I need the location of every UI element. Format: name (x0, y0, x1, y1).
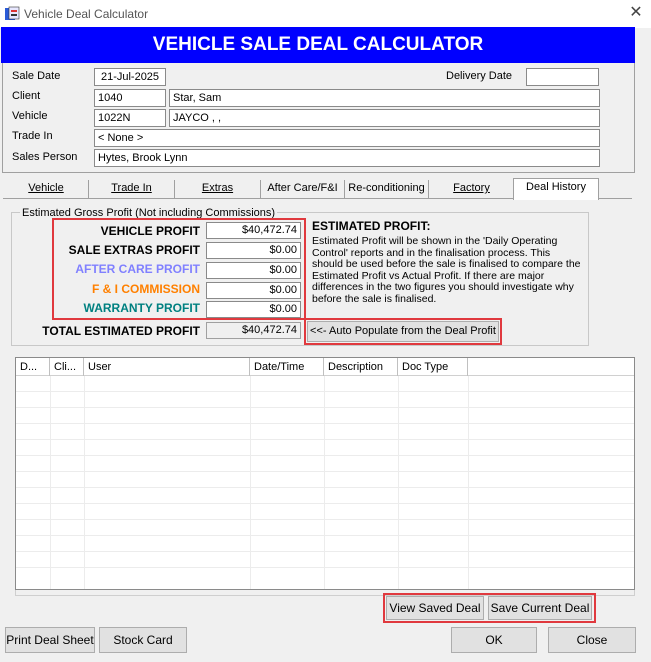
tab-vehicle-label: Vehicle (28, 182, 64, 194)
tab-deal-history[interactable] (513, 178, 599, 200)
vehicle-profit-value[interactable]: $40,472.74 (206, 222, 301, 239)
total-profit-label: TOTAL ESTIMATED PROFIT (42, 324, 200, 338)
extras-profit-label: SALE EXTRAS PROFIT (68, 243, 200, 257)
col-header-datetime[interactable]: Date/Time (250, 358, 324, 376)
tab-after-care-label: After Care/F&I (267, 182, 338, 194)
fi-commission-value[interactable]: $0.00 (206, 282, 301, 299)
delivery-date-field[interactable] (526, 68, 599, 86)
tab-after-care[interactable] (260, 180, 344, 199)
table-row (16, 456, 635, 472)
print-deal-sheet-button[interactable]: Print Deal Sheet (5, 627, 95, 653)
total-profit-value: $40,472.74 (206, 322, 301, 339)
warranty-profit-value[interactable]: $0.00 (206, 301, 301, 318)
ok-button[interactable]: OK (451, 627, 537, 653)
aftercare-profit-label: AFTER CARE PROFIT (75, 262, 200, 276)
tab-trade-in[interactable] (88, 180, 174, 199)
info-title: ESTIMATED PROFIT: (312, 219, 431, 233)
aftercare-profit-value[interactable]: $0.00 (206, 262, 301, 279)
table-row (16, 392, 635, 408)
table-row (16, 552, 635, 568)
sale-date-label: Sale Date (12, 70, 61, 82)
col-header-user[interactable]: User (84, 358, 250, 376)
table-row (16, 472, 635, 488)
client-code-field[interactable]: 1040 (94, 89, 166, 107)
fi-commission-label: F & I COMMISSION (92, 282, 200, 296)
app-icon (4, 6, 20, 22)
stock-card-button[interactable]: Stock Card (99, 627, 187, 653)
tab-factory-label: Factory (453, 182, 490, 194)
tab-factory[interactable] (428, 180, 514, 199)
client-name-field[interactable]: Star, Sam (169, 89, 600, 107)
table-row (16, 488, 635, 504)
col-header-d[interactable]: D... (16, 358, 50, 376)
tab-extras-label: Extras (201, 182, 234, 194)
grid-header (16, 358, 635, 376)
tab-reconditioning[interactable] (344, 180, 428, 199)
client-label: Client (12, 90, 41, 102)
vehicle-code-field[interactable]: 1022N (94, 109, 166, 127)
sale-date-field[interactable]: 21-Jul-2025 (94, 68, 166, 86)
col-header-doc-type[interactable]: Doc Type (398, 358, 468, 376)
tab-reconditioning-label: Re-conditioning (348, 182, 425, 194)
sales-person-label: Sales Person (12, 151, 78, 163)
sales-person-field[interactable]: Hytes, Brook Lynn (94, 149, 600, 167)
warranty-profit-label: WARRANTY PROFIT (83, 301, 200, 315)
tab-deal-history-label: Deal History (526, 181, 586, 193)
table-row (16, 376, 635, 392)
trade-in-label: Trade In (12, 130, 53, 142)
col-header-description[interactable]: Description (324, 358, 398, 376)
close-icon[interactable]: ✕ (629, 4, 643, 21)
extras-profit-value[interactable]: $0.00 (206, 242, 301, 259)
vehicle-label: Vehicle (12, 110, 48, 122)
tab-extras[interactable] (174, 180, 260, 199)
vehicle-profit-label: VEHICLE PROFIT (100, 224, 200, 238)
profit-group-title: Estimated Gross Profit (Not including Commissions) (22, 207, 276, 219)
deal-history-grid[interactable] (15, 357, 635, 590)
save-current-deal-button[interactable]: Save Current Deal (488, 596, 592, 620)
vehicle-desc-field[interactable]: JAYCO , , (169, 109, 600, 127)
auto-populate-button[interactable]: <<- Auto Populate from the Deal Profit (307, 321, 499, 342)
table-row (16, 424, 635, 440)
view-saved-deal-button[interactable]: View Saved Deal (386, 596, 484, 620)
col-header-client[interactable]: Cli... (50, 358, 84, 376)
delivery-date-label: Delivery Date (446, 70, 513, 82)
table-row (16, 440, 635, 456)
page-title: VEHICLE SALE DEAL CALCULATOR (1, 27, 635, 63)
table-row (16, 520, 635, 536)
table-row (16, 536, 635, 552)
table-row (16, 408, 635, 424)
tab-trade-in-label: Trade In (111, 182, 152, 194)
trade-in-field[interactable]: < None > (94, 129, 600, 147)
tab-vehicle[interactable] (4, 180, 88, 199)
close-button[interactable]: Close (548, 627, 636, 653)
window-title: Vehicle Deal Calculator (24, 7, 149, 21)
table-row (16, 504, 635, 520)
info-text: Estimated Profit will be shown in the 'Daily Operating Control' reports and in the finalisation process. This should be used before the sale is finalised to compare the Estimated Profit vs Actual Profit. If there are major differences in the two figures you should investigate why before the sale is finalised. (312, 235, 581, 305)
